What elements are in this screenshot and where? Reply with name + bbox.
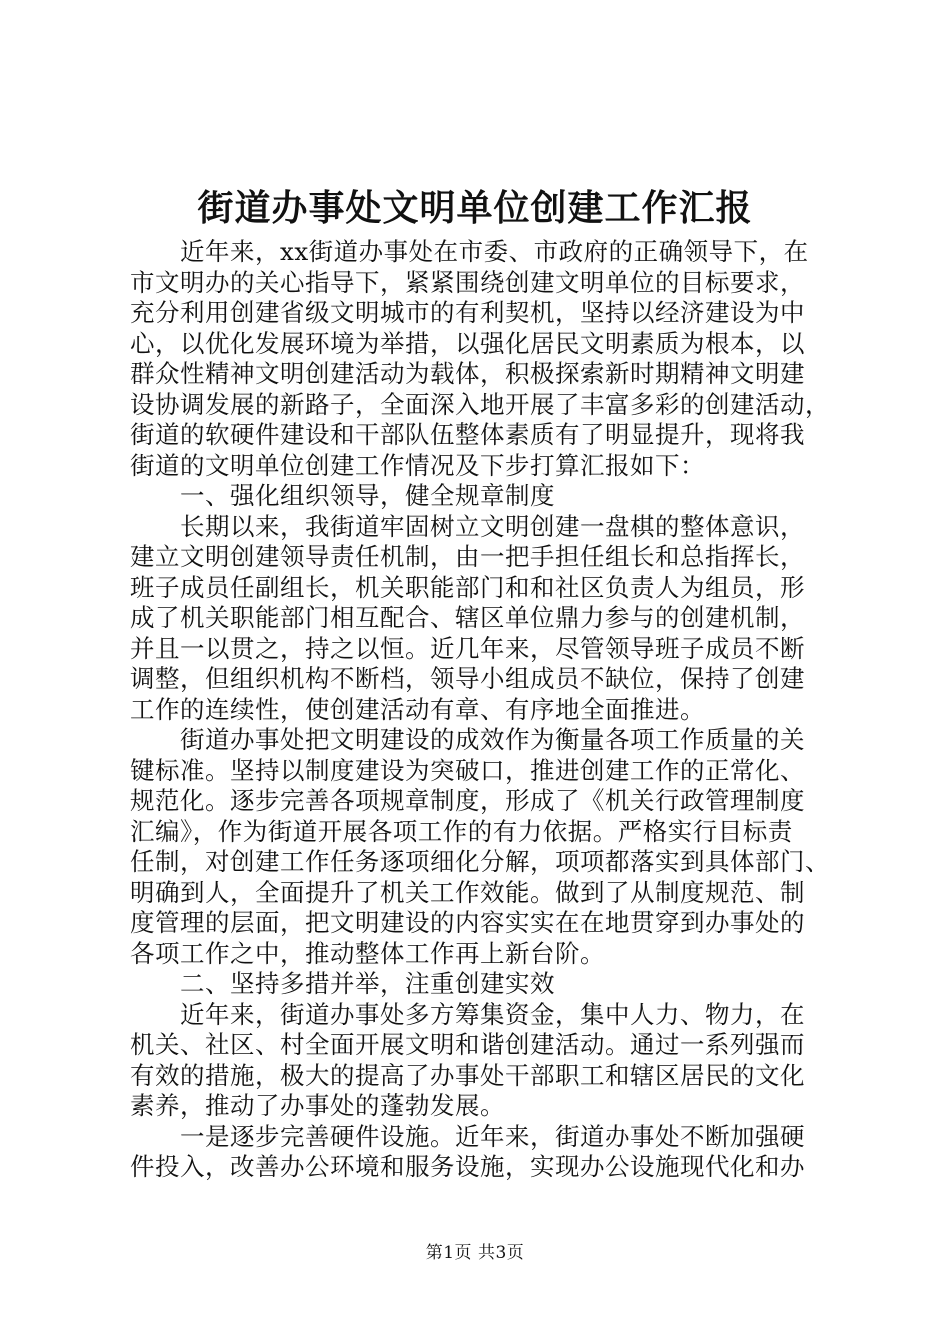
text-line: 街道的软硬件建设和干部队伍整体素质有了明显提升，现将我 xyxy=(130,420,805,449)
text-line: 规范化。逐步完善各项规章制度，形成了《机关行政管理制度 xyxy=(130,786,805,815)
text-line: 街道办事处把文明建设的成效作为衡量各项工作质量的关 xyxy=(180,725,805,754)
text-line: 成了机关职能部门相互配合、辖区单位鼎力参与的创建机制， xyxy=(130,603,805,632)
text-line: 近年来，街道办事处多方筹集资金，集中人力、物力，在 xyxy=(180,999,805,1029)
text-line: 汇编》，作为街道开展各项工作的有力依据。严格实行目标责 xyxy=(130,816,793,846)
text-line: 键标准。坚持以制度建设为突破口，推进创建工作的正常化、 xyxy=(130,755,805,785)
text-line: 长期以来，我街道牢固树立文明创建一盘棋的整体意识， xyxy=(180,511,805,541)
text-line: 工作的连续性，使创建活动有章、有序地全面推进。 xyxy=(130,694,705,724)
text-line: 一、强化组织领导，健全规章制度 xyxy=(180,481,555,510)
text-line: 有效的措施，极大的提高了办事处干部职工和辖区居民的文化 xyxy=(130,1060,805,1090)
text-line: 一是逐步完善硬件设施。近年来，街道办事处不断加强硬 xyxy=(180,1121,805,1151)
text-line: 明确到人，全面提升了机关工作效能。做到了从制度规范、制 xyxy=(130,877,805,907)
text-line: 任制，对创建工作任务逐项细化分解，项项都落实到具体部门、 xyxy=(130,847,830,876)
text-line: 各项工作之中，推动整体工作再上新台阶。 xyxy=(130,938,605,968)
text-line: 设协调发展的新路子，全面深入地开展了丰富多彩的创建活动， xyxy=(130,389,830,419)
text-line: 街道的文明单位创建工作情况及下步打算汇报如下： xyxy=(130,450,705,480)
text-line: 件投入，改善办公环境和服务设施，实现办公设施现代化和办 xyxy=(130,1152,805,1181)
text-line: 二、坚持多措并举，注重创建实效 xyxy=(180,969,555,998)
text-line: 调整，但组织机构不断档，领导小组成员不缺位，保持了创建 xyxy=(130,664,805,693)
text-line: 充分利用创建省级文明城市的有利契机，坚持以经济建设为中 xyxy=(130,298,805,327)
text-line: 群众性精神文明创建活动为载体，积极探索新时期精神文明建 xyxy=(130,359,805,388)
text-line: 度管理的层面，把文明建设的内容实实在在地贯穿到办事处的 xyxy=(130,908,805,937)
text-line: 并且一以贯之，持之以恒。近几年来，尽管领导班子成员不断 xyxy=(130,633,805,663)
document-body xyxy=(130,237,832,1183)
text-line: 心，以优化发展环境为举措，以强化居民文明素质为根本，以 xyxy=(130,328,805,358)
text-line: 建立文明创建领导责任机制，由一把手担任组长和总指挥长， xyxy=(130,542,805,571)
document-title: 街道办事处文明单位创建工作汇报 xyxy=(197,187,753,229)
text-line: 机关、社区、村全面开展文明和谐创建活动。通过一系列强而 xyxy=(130,1030,805,1059)
text-line: 市文明办的关心指导下，紧紧围绕创建文明单位的目标要求， xyxy=(130,267,805,297)
text-line: 素养，推动了办事处的蓬勃发展。 xyxy=(130,1091,505,1120)
text-line: 近年来，xx街道办事处在市委、市政府的正确领导下，在 xyxy=(180,237,809,266)
text-line: 班子成员任副组长，机关职能部门和和社区负责人为组员，形 xyxy=(130,572,805,602)
page-footer: 第1页 共3页 xyxy=(425,1243,525,1263)
